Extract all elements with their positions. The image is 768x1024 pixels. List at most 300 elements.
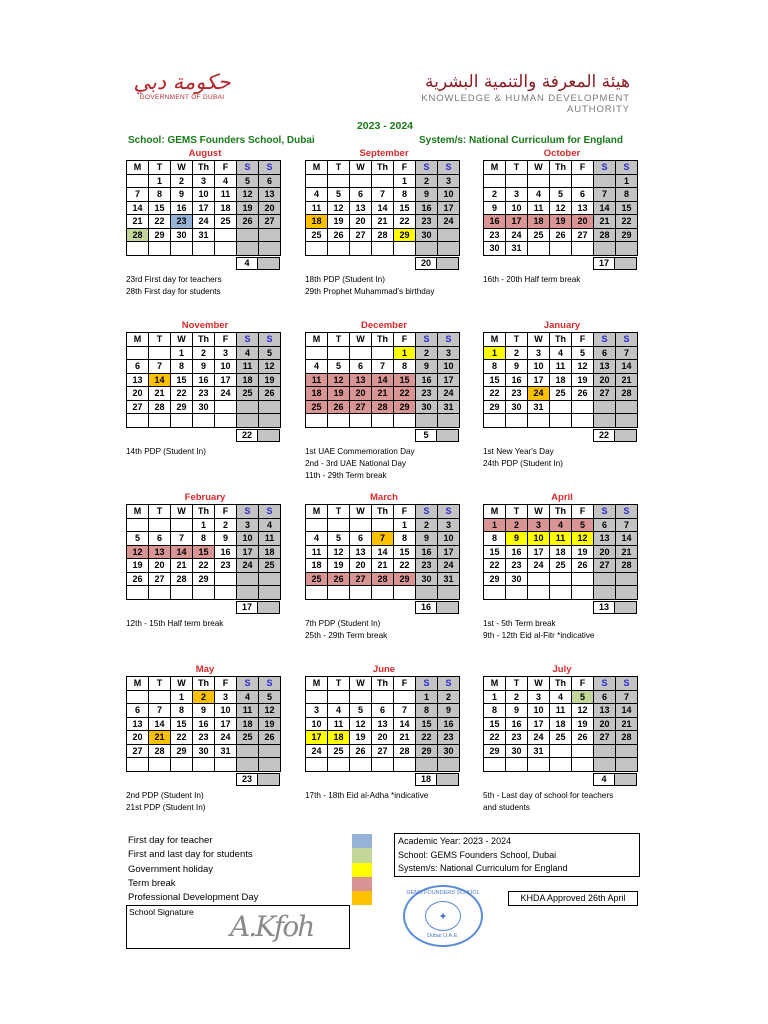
day-cell: 4 <box>259 519 281 533</box>
day-cell: 2 <box>193 691 215 705</box>
day-header: S <box>438 505 460 519</box>
day-cell: 14 <box>616 360 638 374</box>
day-cell: 26 <box>550 229 572 243</box>
day-header: T <box>149 677 171 691</box>
school-days-count: 17 <box>593 257 615 270</box>
day-cell: 8 <box>484 532 506 546</box>
month-notes <box>483 446 648 470</box>
day-cell: 5 <box>550 188 572 202</box>
empty-cell <box>594 401 616 415</box>
day-cell: 9 <box>416 532 438 546</box>
day-cell: 9 <box>416 360 438 374</box>
day-cell: 4 <box>306 360 328 374</box>
day-cell: 31 <box>528 745 550 759</box>
day-cell: 7 <box>127 188 149 202</box>
day-cell: 25 <box>550 387 572 401</box>
day-cell: 20 <box>259 202 281 216</box>
day-cell: 25 <box>306 573 328 587</box>
month-note: 1st UAE Commemoration Day <box>305 446 415 456</box>
day-cell: 24 <box>215 387 237 401</box>
day-cell: 26 <box>259 387 281 401</box>
empty-cell <box>616 414 638 428</box>
day-cell: 1 <box>171 691 193 705</box>
day-header: F <box>215 677 237 691</box>
day-cell: 31 <box>506 242 528 256</box>
day-cell: 17 <box>215 718 237 732</box>
day-cell: 3 <box>438 519 460 533</box>
month-name: October <box>543 148 581 159</box>
month-note: 5th - Last day of school for teachers <box>483 790 614 800</box>
school-days-count-row <box>483 601 637 614</box>
day-cell: 28 <box>616 731 638 745</box>
day-header: S <box>259 333 281 347</box>
day-cell: 17 <box>237 546 259 560</box>
day-cell: 22 <box>149 215 171 229</box>
legend-label: First day for teacher <box>128 835 213 846</box>
school-days-count: 20 <box>415 257 437 270</box>
day-cell: 25 <box>528 229 550 243</box>
day-cell: 7 <box>394 704 416 718</box>
day-header: F <box>572 677 594 691</box>
day-cell: 16 <box>193 718 215 732</box>
empty-cell <box>616 573 638 587</box>
curriculum-system: System/s: National Curriculum for England <box>419 135 623 146</box>
day-header: F <box>572 161 594 175</box>
day-cell: 16 <box>484 215 506 229</box>
month-note: 23rd First day for teachers <box>126 274 222 284</box>
day-cell: 18 <box>550 718 572 732</box>
day-cell: 13 <box>594 704 616 718</box>
legend-label: Government holiday <box>128 863 214 875</box>
legend-swatch <box>352 863 372 877</box>
day-cell: 18 <box>215 202 237 216</box>
day-header: F <box>215 161 237 175</box>
month-grid <box>305 676 460 772</box>
day-cell: 6 <box>372 704 394 718</box>
day-cell: 23 <box>484 229 506 243</box>
empty-cell <box>127 347 149 361</box>
day-cell: 21 <box>616 718 638 732</box>
day-header: M <box>484 677 506 691</box>
empty-cell <box>416 758 438 772</box>
school-days-count: 18 <box>415 773 437 786</box>
empty-cell <box>328 758 350 772</box>
day-cell: 8 <box>484 704 506 718</box>
day-cell: 26 <box>572 731 594 745</box>
day-header: S <box>616 333 638 347</box>
empty-cell <box>237 229 259 243</box>
day-cell: 30 <box>506 401 528 415</box>
day-cell: 9 <box>506 704 528 718</box>
day-cell: 23 <box>416 215 438 229</box>
month-notes <box>483 790 648 814</box>
day-cell: 10 <box>438 188 460 202</box>
day-cell: 11 <box>550 532 572 546</box>
day-cell: 15 <box>616 202 638 216</box>
empty-cell <box>438 229 460 243</box>
khda-logo <box>360 72 630 115</box>
day-cell: 6 <box>350 532 372 546</box>
day-cell: 29 <box>616 229 638 243</box>
day-cell: 17 <box>306 731 328 745</box>
day-header: S <box>594 161 616 175</box>
day-header: Th <box>372 677 394 691</box>
day-cell: 29 <box>394 573 416 587</box>
govt-arabic-wordmark: حكومة دبي <box>133 70 231 94</box>
day-cell: 1 <box>193 519 215 533</box>
day-cell: 26 <box>127 573 149 587</box>
day-cell: 5 <box>259 691 281 705</box>
count-filler <box>258 773 280 786</box>
school-days-count-row <box>126 429 280 442</box>
day-cell: 3 <box>506 188 528 202</box>
month-notes <box>305 618 470 642</box>
day-cell: 19 <box>259 374 281 388</box>
day-cell: 20 <box>594 718 616 732</box>
month-note: 1st New Year's Day <box>483 446 554 456</box>
empty-cell <box>394 242 416 256</box>
day-cell: 23 <box>506 559 528 573</box>
month-notes <box>126 618 291 630</box>
day-header: M <box>484 161 506 175</box>
day-cell: 7 <box>594 188 616 202</box>
month-note: 14th PDP (Student In) <box>126 446 206 456</box>
day-cell: 26 <box>328 229 350 243</box>
empty-cell <box>594 586 616 600</box>
info-school: School: GEMS Founders School, Dubai <box>398 849 557 860</box>
empty-cell <box>528 586 550 600</box>
month-note: 17th - 18th Eid al-Adha *indicative <box>305 790 429 800</box>
count-filler <box>258 429 280 442</box>
day-cell: 17 <box>438 202 460 216</box>
empty-cell <box>372 242 394 256</box>
empty-cell <box>550 242 572 256</box>
empty-cell <box>550 573 572 587</box>
day-cell: 26 <box>328 401 350 415</box>
day-cell: 30 <box>171 229 193 243</box>
day-cell: 18 <box>550 546 572 560</box>
day-header: S <box>259 161 281 175</box>
legend-label: Professional Development Day <box>128 892 259 904</box>
day-cell: 24 <box>506 229 528 243</box>
day-header: S <box>416 677 438 691</box>
day-header: W <box>350 677 372 691</box>
legend-swatch <box>352 848 372 862</box>
day-cell: 29 <box>171 401 193 415</box>
day-cell: 7 <box>616 519 638 533</box>
day-cell: 29 <box>484 573 506 587</box>
empty-cell <box>484 175 506 189</box>
day-cell: 8 <box>616 188 638 202</box>
day-cell: 23 <box>506 387 528 401</box>
day-cell: 3 <box>306 704 328 718</box>
empty-cell <box>550 586 572 600</box>
count-filler <box>437 257 459 270</box>
empty-cell <box>215 401 237 415</box>
day-cell: 8 <box>149 188 171 202</box>
day-cell: 5 <box>328 532 350 546</box>
day-cell: 3 <box>237 519 259 533</box>
empty-cell <box>350 691 372 705</box>
day-cell: 16 <box>416 202 438 216</box>
count-filler <box>258 601 280 614</box>
empty-cell <box>572 175 594 189</box>
day-cell: 27 <box>372 745 394 759</box>
school-stamp <box>403 885 483 947</box>
day-cell: 24 <box>528 387 550 401</box>
day-header: F <box>572 505 594 519</box>
day-header: F <box>394 161 416 175</box>
month-calendar <box>483 147 641 286</box>
day-cell: 13 <box>594 360 616 374</box>
day-cell: 2 <box>416 347 438 361</box>
day-cell: 3 <box>215 691 237 705</box>
empty-cell <box>572 758 594 772</box>
day-cell: 8 <box>193 532 215 546</box>
empty-cell <box>149 586 171 600</box>
day-header: T <box>149 333 171 347</box>
day-cell: 16 <box>416 374 438 388</box>
day-cell: 3 <box>438 175 460 189</box>
khda-arabic-wordmark: هيئة المعرفة والتنمية البشرية <box>425 72 630 92</box>
day-header: F <box>572 333 594 347</box>
day-cell: 7 <box>149 360 171 374</box>
month-grid <box>126 504 281 600</box>
empty-cell <box>572 242 594 256</box>
empty-cell <box>372 414 394 428</box>
day-cell: 6 <box>127 704 149 718</box>
day-cell: 10 <box>528 360 550 374</box>
day-cell: 31 <box>438 573 460 587</box>
day-cell: 18 <box>550 374 572 388</box>
empty-cell <box>237 401 259 415</box>
month-note: 9th - 12th Eid al-Fitr *indicative <box>483 630 595 640</box>
day-cell: 11 <box>550 360 572 374</box>
empty-cell <box>372 175 394 189</box>
empty-cell <box>350 414 372 428</box>
day-cell: 19 <box>237 202 259 216</box>
empty-cell <box>416 242 438 256</box>
day-cell: 14 <box>594 202 616 216</box>
day-cell: 21 <box>372 215 394 229</box>
day-cell: 19 <box>127 559 149 573</box>
empty-cell <box>506 175 528 189</box>
day-cell: 9 <box>506 360 528 374</box>
day-cell: 6 <box>350 360 372 374</box>
day-cell: 27 <box>594 559 616 573</box>
day-header: S <box>237 333 259 347</box>
day-cell: 30 <box>506 745 528 759</box>
legend-item <box>128 863 373 877</box>
month-note: 29th Prophet Muhammad's birthday <box>305 286 435 296</box>
day-cell: 30 <box>416 573 438 587</box>
empty-cell <box>193 758 215 772</box>
month-note: and students <box>483 802 530 812</box>
month-name: November <box>181 320 229 331</box>
day-cell: 25 <box>215 215 237 229</box>
day-cell: 5 <box>572 691 594 705</box>
day-cell: 6 <box>259 175 281 189</box>
empty-cell <box>328 519 350 533</box>
empty-cell <box>550 414 572 428</box>
day-cell: 30 <box>193 745 215 759</box>
day-cell: 23 <box>438 731 460 745</box>
day-cell: 16 <box>215 546 237 560</box>
day-cell: 25 <box>550 559 572 573</box>
school-days-count-row <box>483 429 637 442</box>
school-days-count: 4 <box>236 257 258 270</box>
empty-cell <box>616 745 638 759</box>
day-cell: 31 <box>193 229 215 243</box>
count-filler <box>258 257 280 270</box>
day-cell: 10 <box>438 360 460 374</box>
month-name: August <box>188 148 222 159</box>
legend-swatch <box>352 891 372 905</box>
empty-cell <box>416 586 438 600</box>
day-cell: 12 <box>328 202 350 216</box>
empty-cell <box>416 414 438 428</box>
month-note: 2nd PDP (Student In) <box>126 790 204 800</box>
day-cell: 21 <box>616 374 638 388</box>
day-cell: 4 <box>237 691 259 705</box>
day-cell: 14 <box>171 546 193 560</box>
month-name: June <box>372 664 396 675</box>
academic-year-title: 2023 - 2024 <box>356 120 414 132</box>
empty-cell <box>394 586 416 600</box>
empty-cell <box>550 745 572 759</box>
day-cell: 1 <box>616 175 638 189</box>
day-cell: 1 <box>484 519 506 533</box>
day-cell: 19 <box>328 387 350 401</box>
day-cell: 24 <box>528 731 550 745</box>
count-filler <box>437 429 459 442</box>
legend-item <box>128 877 373 891</box>
day-cell: 15 <box>394 202 416 216</box>
day-cell: 21 <box>372 559 394 573</box>
empty-cell <box>127 242 149 256</box>
school-days-count-row <box>483 773 637 786</box>
empty-cell <box>259 573 281 587</box>
day-cell: 25 <box>237 387 259 401</box>
day-cell: 11 <box>237 360 259 374</box>
day-header: F <box>394 333 416 347</box>
day-cell: 24 <box>528 559 550 573</box>
empty-cell <box>350 347 372 361</box>
day-cell: 4 <box>215 175 237 189</box>
legend <box>128 834 373 905</box>
day-header: W <box>171 161 193 175</box>
empty-cell <box>506 414 528 428</box>
day-cell: 21 <box>394 731 416 745</box>
day-cell: 26 <box>259 731 281 745</box>
day-cell: 27 <box>127 401 149 415</box>
khda-approval: KHDA Approved 26th April <box>508 891 638 906</box>
day-cell: 12 <box>328 374 350 388</box>
school-days-count: 5 <box>415 429 437 442</box>
day-header: W <box>528 505 550 519</box>
empty-cell <box>171 758 193 772</box>
empty-cell <box>149 519 171 533</box>
day-cell: 19 <box>572 546 594 560</box>
empty-cell <box>550 401 572 415</box>
day-cell: 20 <box>350 387 372 401</box>
day-cell: 27 <box>594 731 616 745</box>
day-cell: 2 <box>416 175 438 189</box>
day-cell: 22 <box>416 731 438 745</box>
empty-cell <box>149 414 171 428</box>
day-header: Th <box>550 333 572 347</box>
day-cell: 12 <box>550 202 572 216</box>
day-cell: 3 <box>528 691 550 705</box>
empty-cell <box>372 347 394 361</box>
day-cell: 18 <box>328 731 350 745</box>
empty-cell <box>127 758 149 772</box>
day-cell: 16 <box>506 374 528 388</box>
month-note: 11th - 29th Term break <box>305 470 387 480</box>
day-header: S <box>616 161 638 175</box>
day-header: M <box>306 161 328 175</box>
day-cell: 3 <box>528 347 550 361</box>
empty-cell <box>306 242 328 256</box>
count-filler <box>437 601 459 614</box>
day-cell: 28 <box>394 745 416 759</box>
day-cell: 30 <box>438 745 460 759</box>
school-days-count-row <box>305 429 459 442</box>
day-cell: 12 <box>572 532 594 546</box>
day-cell: 12 <box>350 718 372 732</box>
day-cell: 27 <box>259 215 281 229</box>
day-header: F <box>215 505 237 519</box>
empty-cell <box>149 758 171 772</box>
day-cell: 28 <box>372 573 394 587</box>
school-days-count: 4 <box>593 773 615 786</box>
day-cell: 3 <box>193 175 215 189</box>
day-cell: 14 <box>372 374 394 388</box>
info-academic-year: Academic Year: 2023 - 2024 <box>398 836 512 846</box>
empty-cell <box>259 758 281 772</box>
day-cell: 28 <box>149 745 171 759</box>
day-cell: 14 <box>127 202 149 216</box>
empty-cell <box>350 758 372 772</box>
day-cell: 15 <box>484 718 506 732</box>
day-cell: 25 <box>237 731 259 745</box>
day-cell: 28 <box>171 573 193 587</box>
day-cell: 28 <box>616 387 638 401</box>
month-note: 18th PDP (Student In) <box>305 274 385 284</box>
day-cell: 22 <box>394 559 416 573</box>
count-filler <box>615 257 637 270</box>
day-header: S <box>438 677 460 691</box>
day-cell: 28 <box>594 229 616 243</box>
day-cell: 10 <box>215 704 237 718</box>
day-header: S <box>616 677 638 691</box>
empty-cell <box>171 586 193 600</box>
day-cell: 16 <box>171 202 193 216</box>
empty-cell <box>528 242 550 256</box>
day-header: S <box>259 677 281 691</box>
month-grid <box>483 504 638 600</box>
month-notes <box>483 618 648 642</box>
day-cell: 20 <box>594 546 616 560</box>
empty-cell <box>616 242 638 256</box>
empty-cell <box>550 175 572 189</box>
day-cell: 2 <box>171 175 193 189</box>
day-cell: 8 <box>171 360 193 374</box>
day-cell: 28 <box>372 229 394 243</box>
empty-cell <box>350 586 372 600</box>
month-name: December <box>361 320 407 331</box>
day-cell: 3 <box>215 347 237 361</box>
